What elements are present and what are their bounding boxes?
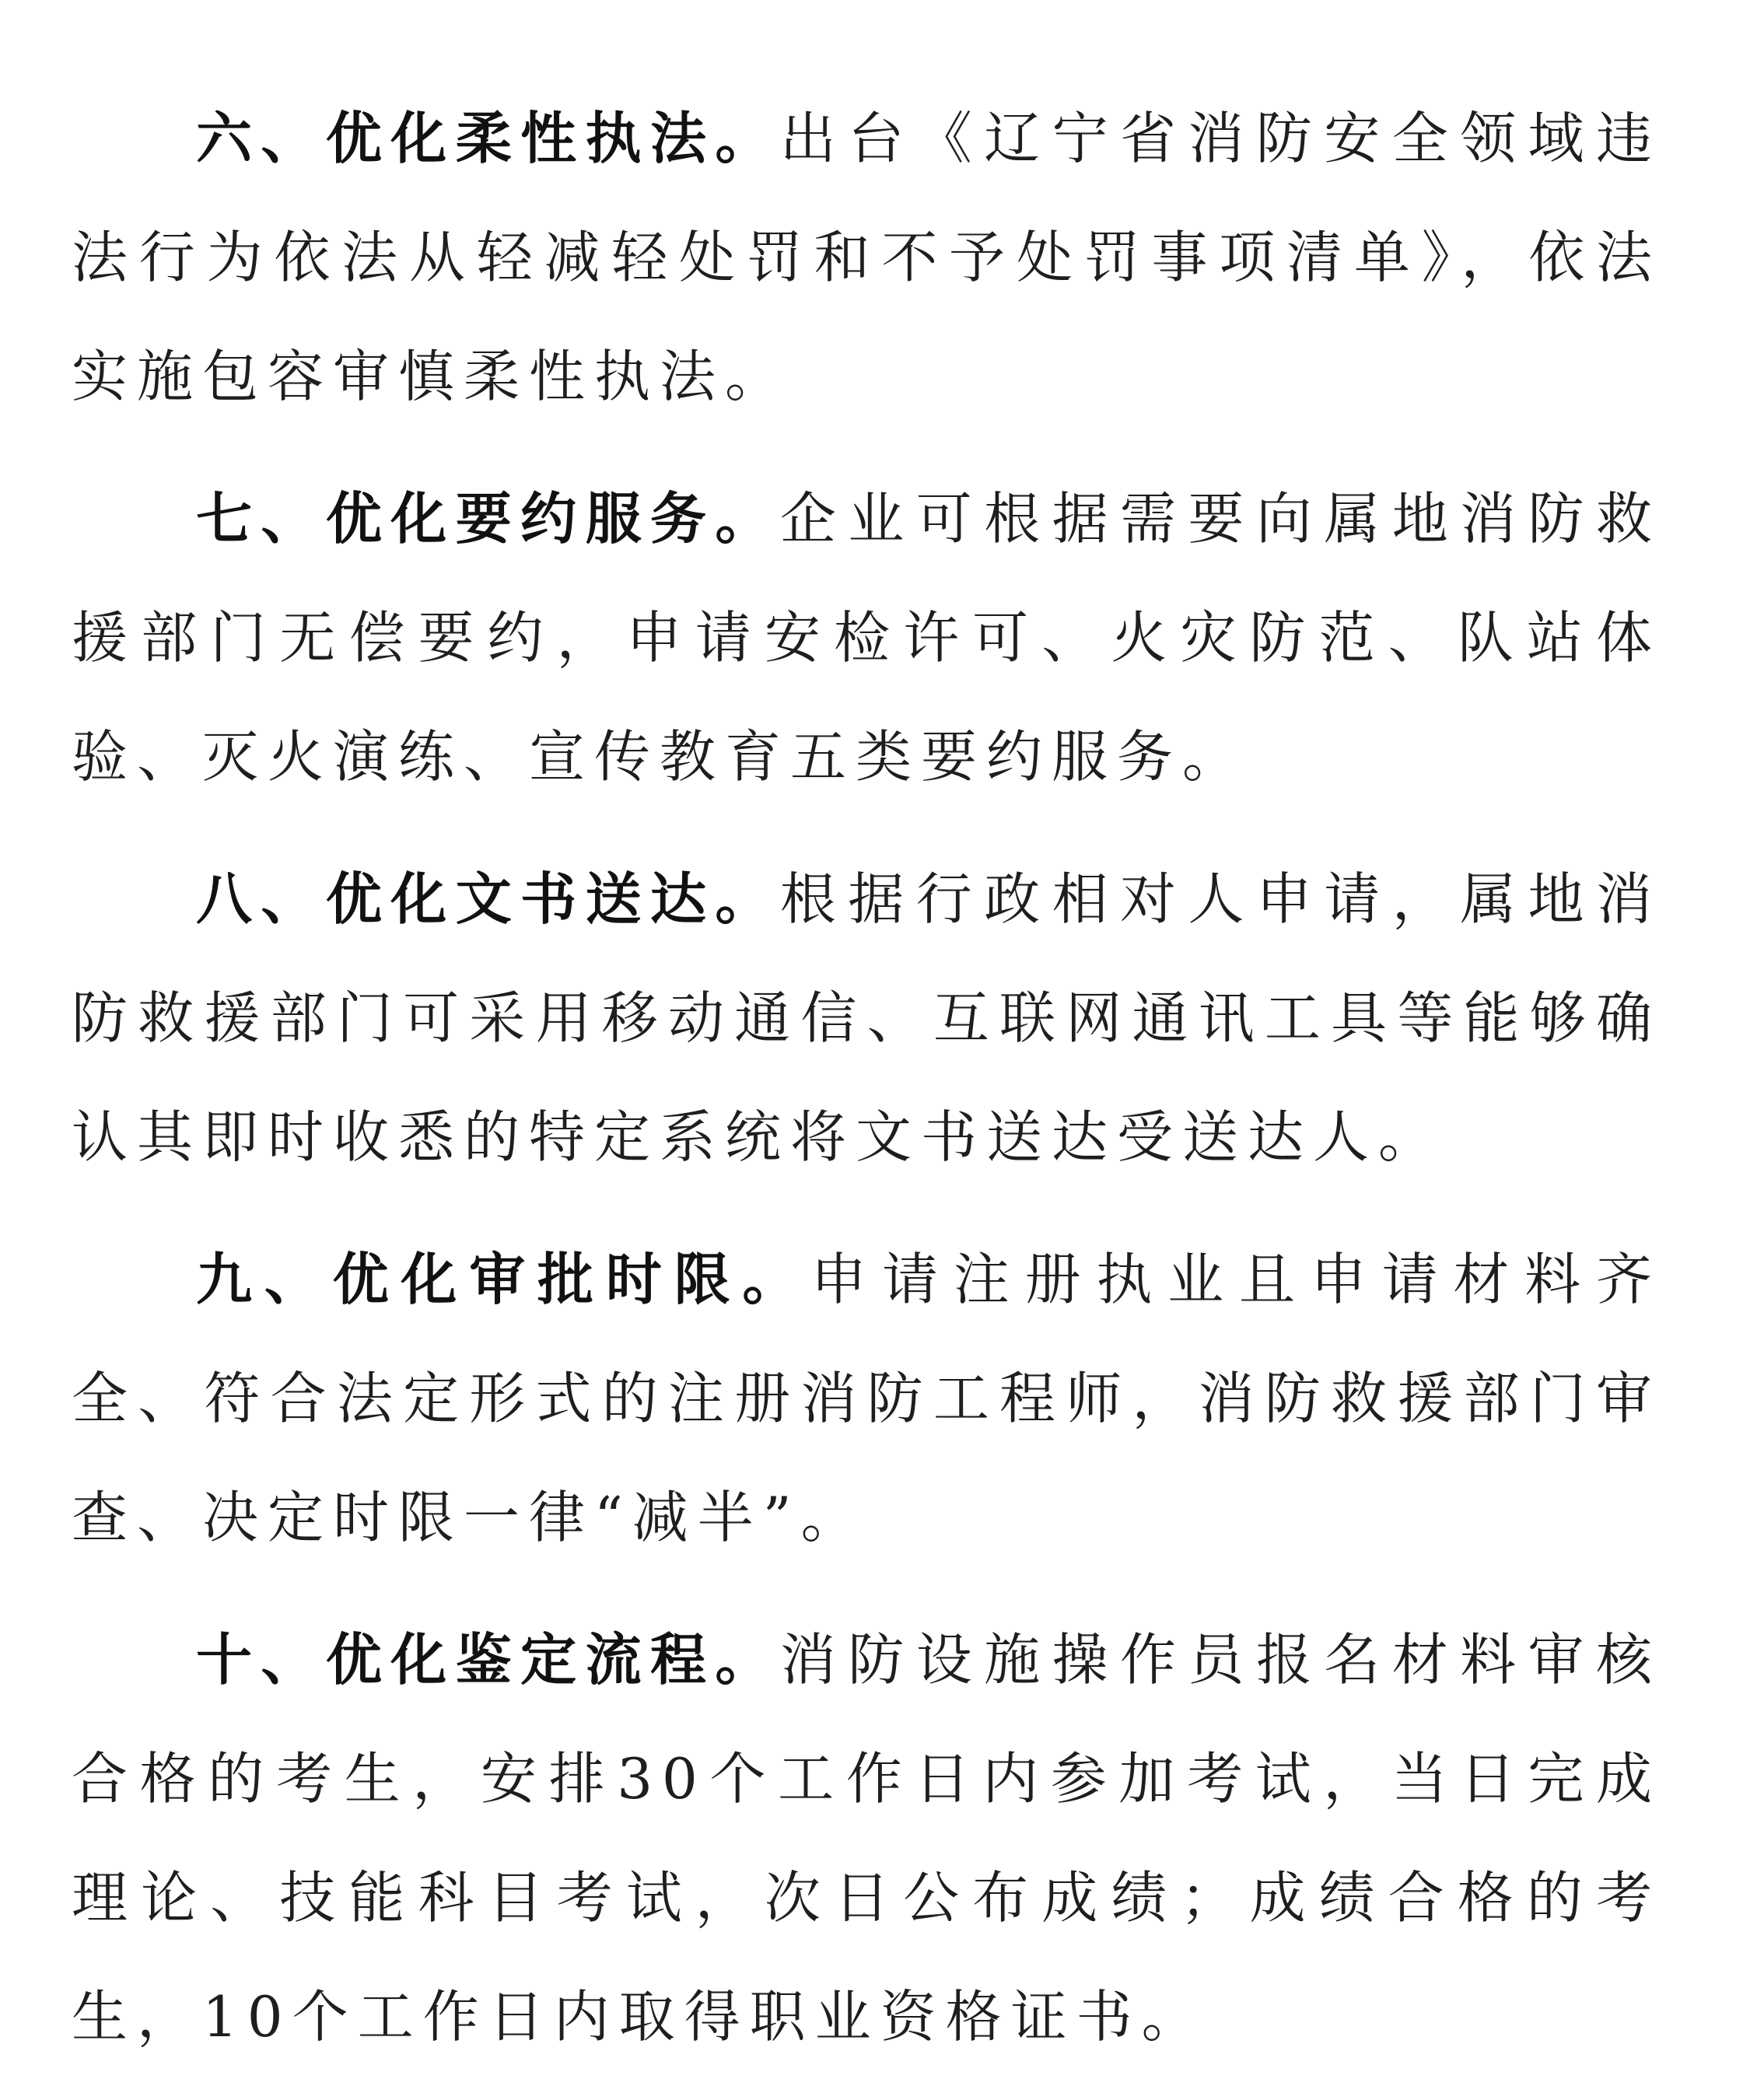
paragraph-heading: 七、优化要约服务。 xyxy=(196,486,780,551)
paragraph-text: 申请注册执业且申请材料齐全、符合法定形式的注册消防工程师，消防救援部门审查、决定时限一律“减半”。 xyxy=(72,1247,1661,1550)
paragraph-heading: 九、优化审批时限。 xyxy=(196,1247,811,1312)
paragraph-text: 出台《辽宁省消防安全领域违法行为依法从轻减轻处罚和不予处罚事项清单》，依法实施包容审慎柔性执法。 xyxy=(72,106,1661,409)
paragraph-heading: 八、优化文书送达。 xyxy=(196,866,780,932)
paragraph-heading: 六、优化柔性执法。 xyxy=(196,106,780,171)
paragraph-text: 根据行政相对人申请，属地消防救援部门可采用移动通信、互联网通讯工具等能够确认其即时收悉的特定系统将文书送达受送达人。 xyxy=(72,866,1661,1170)
paragraph-8 xyxy=(72,840,1661,1197)
paragraph-7 xyxy=(72,460,1661,817)
paragraph-text: 消防设施操作员报名材料审核合格的考生，安排30个工作日内参加考试，当日完成理论、技能科目考试，次日公布成绩；成绩合格的考生，10个工作日内取得职业资格证书。 xyxy=(72,1627,1661,2049)
paragraph-heading: 十、优化鉴定流程。 xyxy=(196,1627,780,1692)
paragraph-text: 企业可根据需要向属地消防救援部门无偿要约，申请安检许可、火灾防范、队站体验、灭火演练、宣传教育五类要约服务。 xyxy=(72,486,1661,789)
paragraph-6 xyxy=(72,79,1661,436)
paragraph-9 xyxy=(72,1220,1661,1577)
document-body xyxy=(72,79,1661,2100)
paragraph-10 xyxy=(72,1601,1661,2077)
